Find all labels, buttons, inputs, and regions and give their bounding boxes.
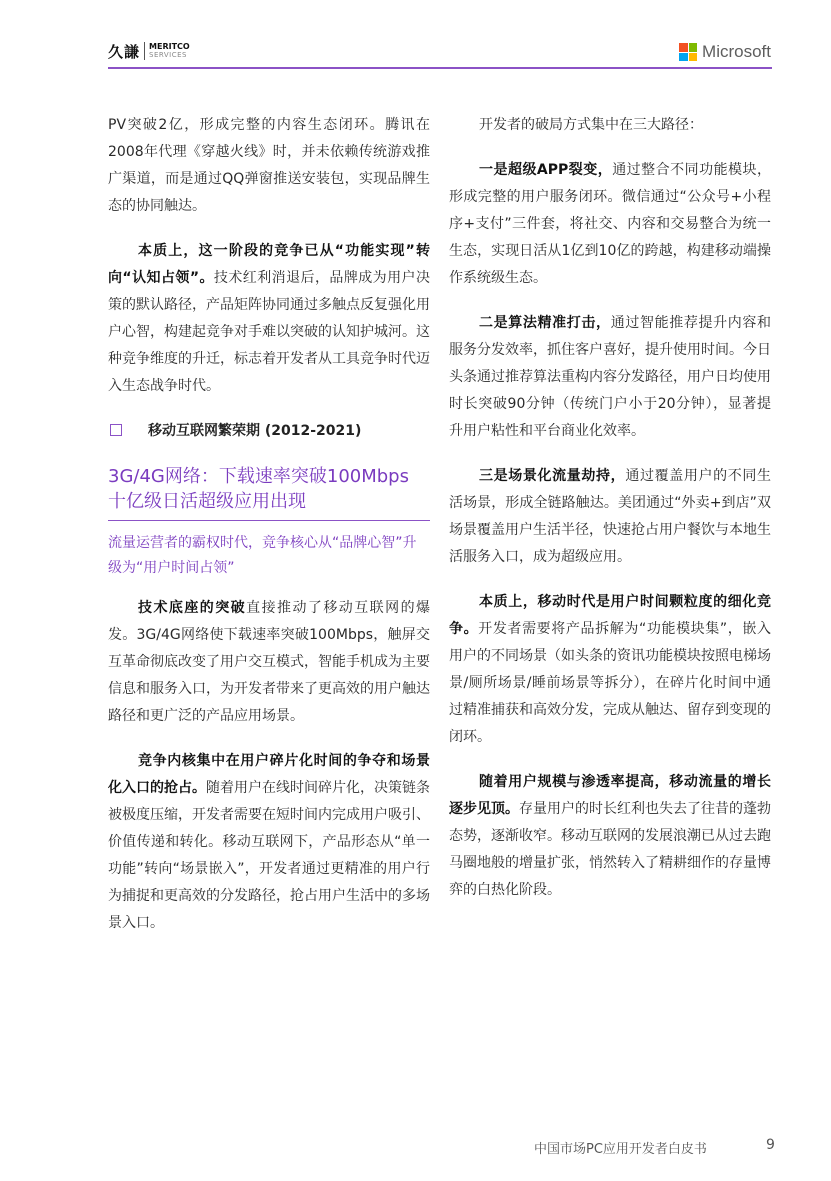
right-paragraph-4 bbox=[449, 463, 771, 571]
ms-square-red bbox=[679, 43, 688, 52]
logo-cn-text: 久謙 bbox=[108, 42, 141, 61]
section-title-line-2: 十亿级日活超级应用出现 bbox=[108, 491, 306, 512]
logo-en-text bbox=[149, 42, 190, 60]
header-divider bbox=[108, 67, 772, 69]
section-title-line-1: 3G/4G网络：下载速率突破100Mbps bbox=[108, 466, 409, 487]
left-paragraph-1: PV突破2亿，形成完整的内容生态闭环。腾讯在2008年代理《穿越火线》时，并未依赖传统游戏推广渠道，而是通过QQ弹窗推送安装包，实现品牌生态的协同触达。 bbox=[108, 117, 430, 214]
left-p4-bold: 竞争内核集中在用户碎片化时间的争夺和场景化入口的抢占。 bbox=[108, 753, 430, 796]
left-p2-text: 技术红利消退后，品牌成为用户决策的默认路径，产品矩阵协同通过多触点反复强化用户心智，构建起竞争对手难以突破的认知护城河。这种竞争维度的升迁，标志着开发者从工具竞争时代迈入生态战争时代。 bbox=[108, 270, 430, 394]
ms-square-yellow bbox=[689, 53, 698, 62]
section-divider bbox=[108, 520, 430, 521]
microsoft-wordmark: Microsoft bbox=[702, 42, 771, 61]
microsoft-logo bbox=[679, 42, 771, 62]
left-paragraph-2 bbox=[108, 238, 430, 400]
page-header bbox=[0, 0, 831, 72]
right-p6-text: 存量用户的时长红利也失去了往昔的蓬勃态势，逐渐收窄。移动互联网的发展浪潮已从过去跑马圈地般的增量扩张，悄然转入了精耕细作的存量博弈的白热化阶段。 bbox=[449, 801, 771, 898]
right-p5-text: 开发者需要将产品拆解为“功能模块集”，嵌入用户的不同场景（如头条的资讯功能模块按照电梯场景/厕所场景/睡前场景等拆分），在碎片化时间中通过精准捕获和高效分发，完成从触达、留存到变现的闭环。 bbox=[449, 621, 771, 745]
footer-title: 中国市场PC应用开发者白皮书 bbox=[534, 1142, 707, 1157]
section-subtitle: 流量运营者的霸权时代，竞争核心从“品牌心智”升级为“用户时间占领” bbox=[108, 535, 417, 576]
right-p2-bold: 一是超级APP裂变， bbox=[479, 162, 613, 178]
checkbox-square-icon bbox=[110, 424, 122, 436]
logo-divider bbox=[144, 42, 145, 60]
left-paragraph-4 bbox=[108, 748, 430, 937]
left-p3-text: 直接推动了移动互联网的爆发。3G/4G网络使下载速率突破100Mbps，触屏交互革命彻底改变了用户交互模式，智能手机成为主要信息和服务入口，为开发者带来了更高效的用户触达路径和更广泛的产品应用场景。 bbox=[108, 600, 431, 724]
bullet-label: 移动互联网繁荣期 (2012-2021) bbox=[148, 423, 362, 439]
left-paragraph-3 bbox=[108, 595, 430, 730]
left-p2-bold: 本质上，这一阶段的竞争已从“功能实现”转向“认知占领”。 bbox=[108, 243, 430, 286]
right-column bbox=[449, 112, 771, 922]
right-paragraph-5 bbox=[449, 589, 771, 751]
ms-square-blue bbox=[679, 53, 688, 62]
logo-en-line1: MERITCO bbox=[149, 42, 190, 51]
section-bullet bbox=[108, 418, 430, 442]
section-title bbox=[108, 464, 430, 514]
right-p2-text: 通过整合不同功能模块，形成完整的用户服务闭环。微信通过“公众号+小程序+支付”三件套，将社交、内容和交易整合为统一生态，实现日活从1亿到10亿的跨越，构建移动端操作系统级生态。 bbox=[449, 162, 772, 286]
left-p3-bold: 技术底座的突破 bbox=[138, 600, 247, 616]
right-paragraph-2 bbox=[449, 157, 771, 292]
microsoft-grid-icon bbox=[679, 43, 697, 61]
right-p5-bold: 本质上，移动时代是用户时间颗粒度的细化竞争。 bbox=[449, 594, 771, 637]
ms-square-green bbox=[689, 43, 698, 52]
right-p3-text: 通过智能推荐提升内容和服务分发效率，抓住客户喜好，提升使用时间。今日头条通过推荐算法重构内容分发路径，用户日均使用时长突破90分钟（传统门户小于20分钟），显著提升用户粘性和平台商业化效率。 bbox=[449, 315, 772, 439]
right-p4-bold: 三是场景化流量劫持， bbox=[479, 468, 626, 484]
left-column bbox=[108, 112, 430, 955]
logo-en-line2: SERVICES bbox=[149, 51, 187, 59]
left-p4-text: 随着用户在线时间碎片化，决策链条被极度压缩，开发者需要在短时间内完成用户吸引、价值传递和转化。移动互联网下，产品形态从“单一功能”转向“场景嵌入”，开发者通过更精准的用户行为捕捉和更高效的分发路径，抢占用户生活中的多场景入口。 bbox=[108, 780, 430, 931]
meritco-logo bbox=[108, 40, 190, 62]
right-p6-bold: 随着用户规模与渗透率提高，移动流量的增长逐步见顶。 bbox=[449, 774, 771, 817]
right-paragraph-1: 开发者的破局方式集中在三大路径： bbox=[479, 117, 703, 133]
right-paragraph-6 bbox=[449, 769, 771, 904]
right-p4-text: 通过覆盖用户的不同生活场景，形成全链路触达。美团通过“外卖+到店”双场景覆盖用户生活半径，快速抢占用户餐饮与本地生活服务入口，成为超级应用。 bbox=[449, 468, 772, 565]
page-number: 9 bbox=[766, 1137, 775, 1153]
right-p3-bold: 二是算法精准打击， bbox=[479, 315, 611, 331]
right-paragraph-3 bbox=[449, 310, 771, 445]
